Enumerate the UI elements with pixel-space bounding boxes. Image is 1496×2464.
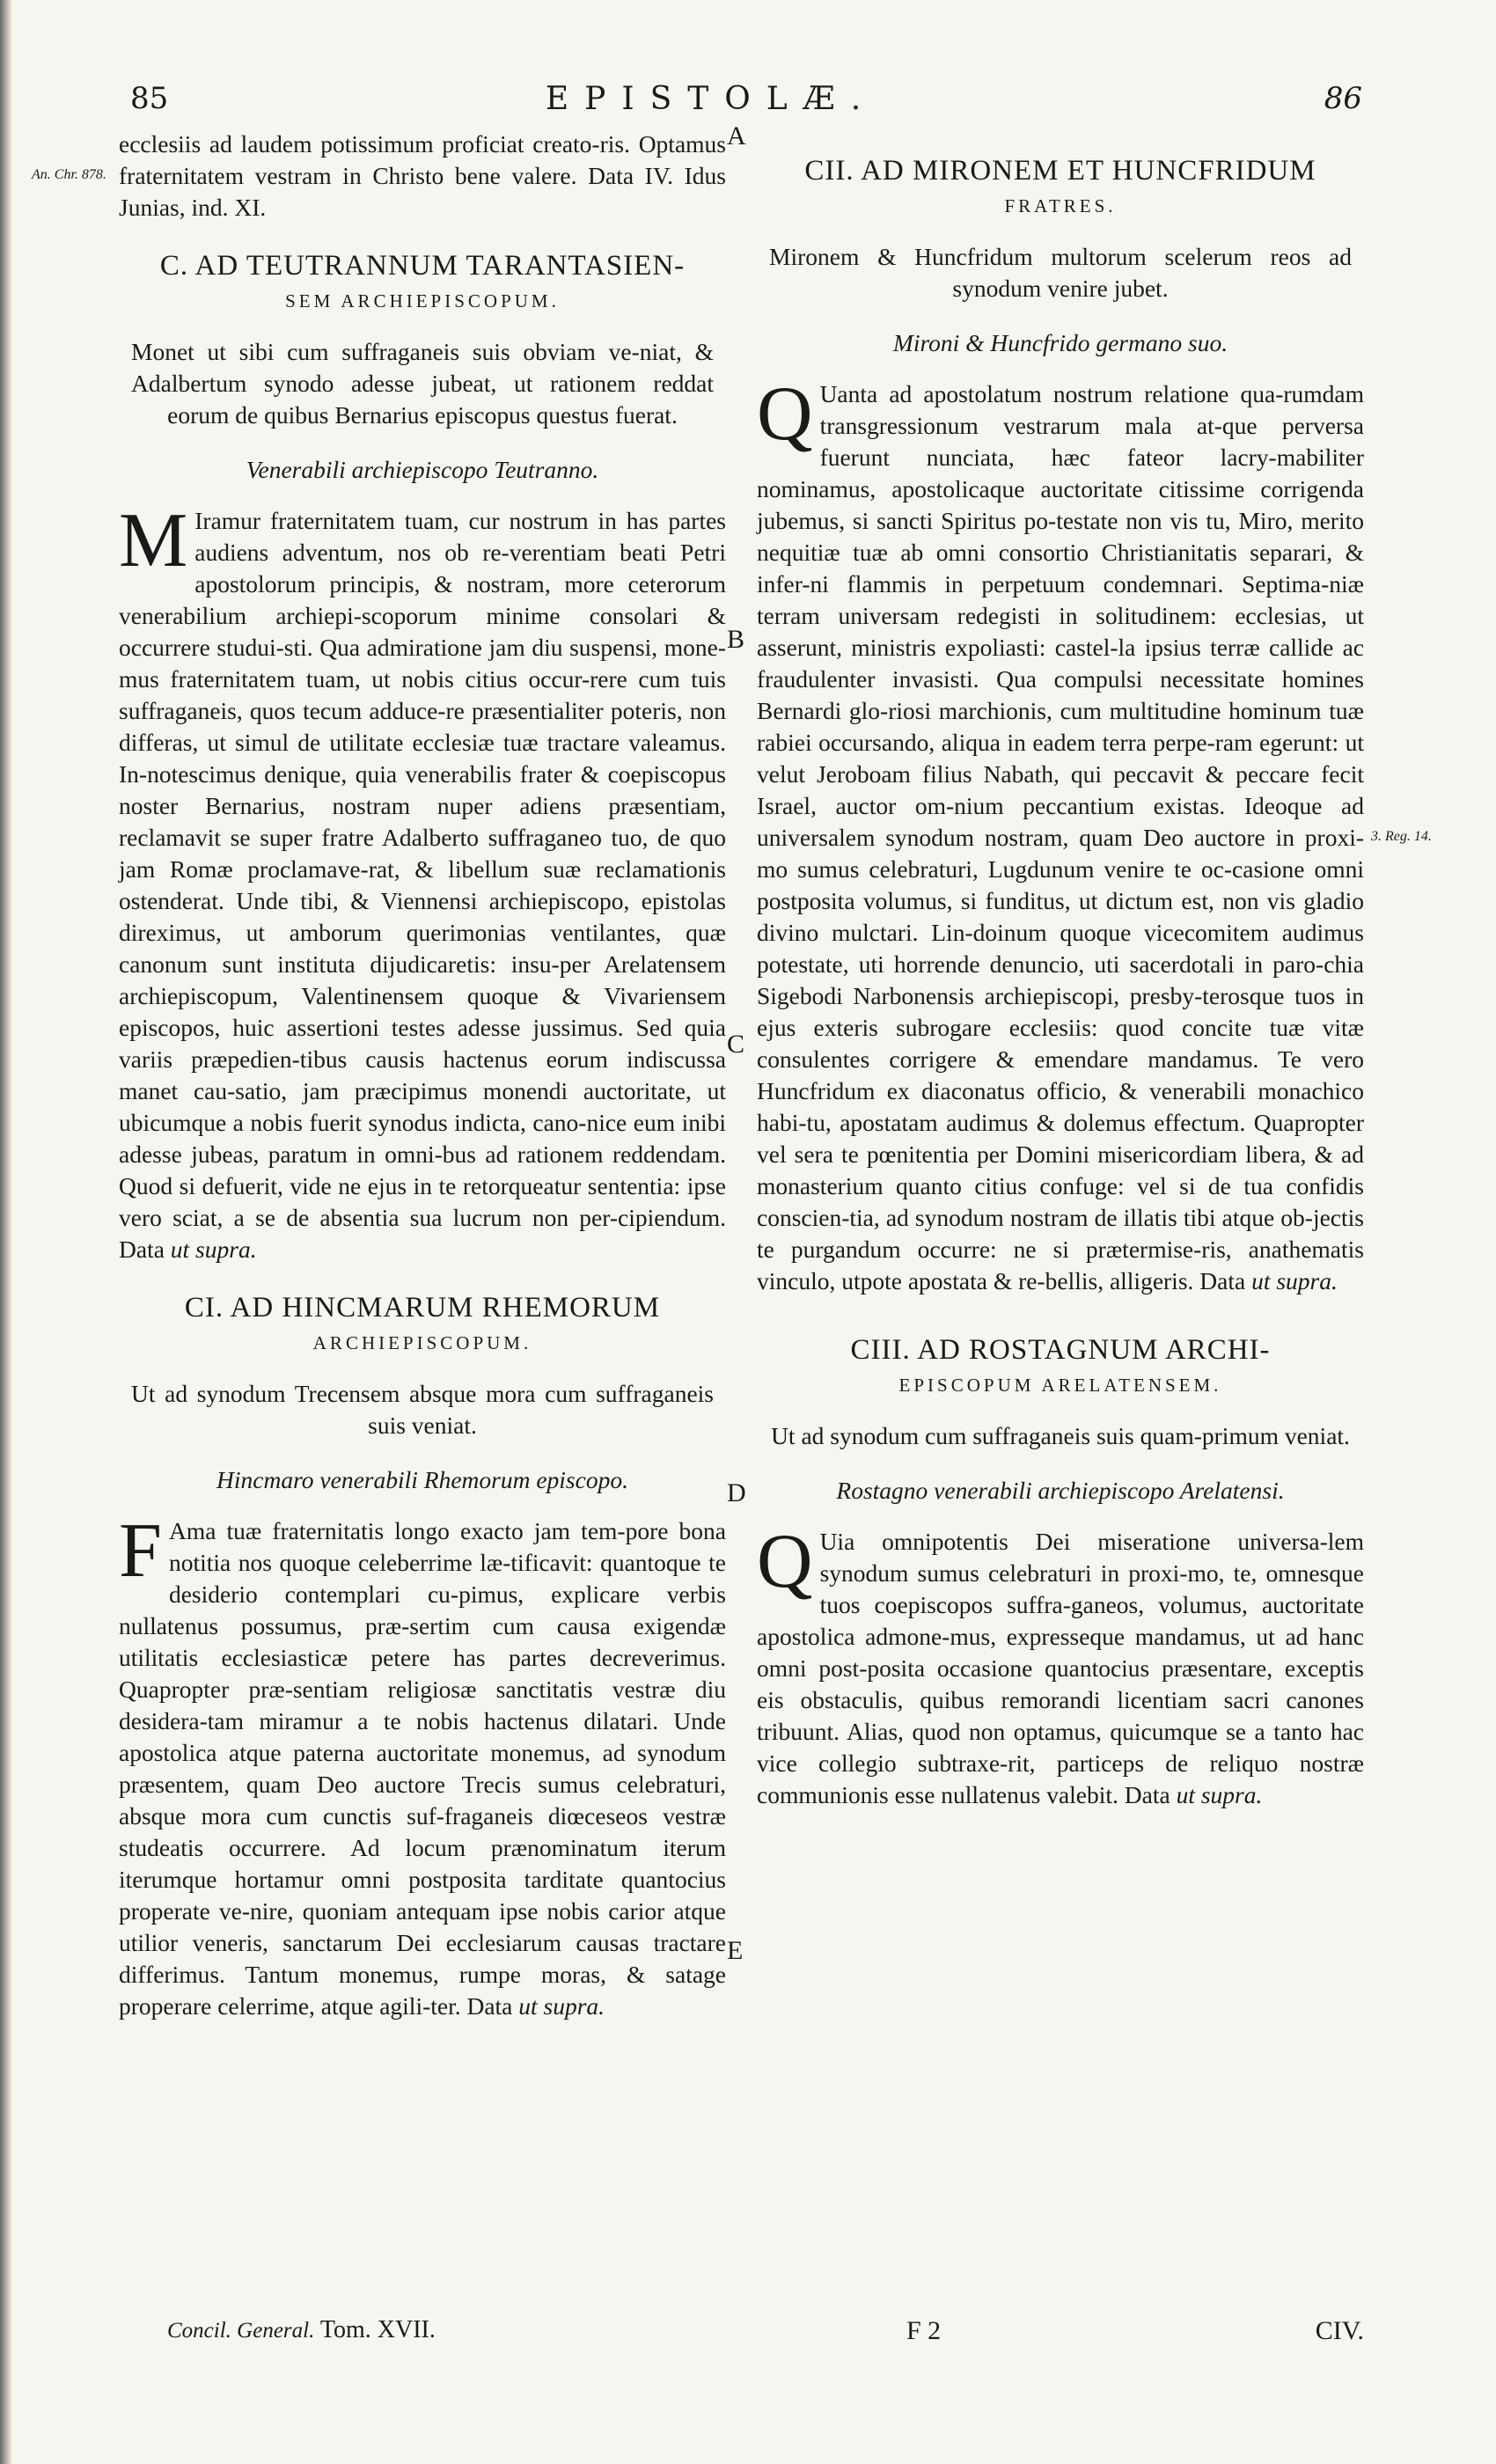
letter-ciii-salutation: Rostagno venerabili archiepiscopo Arelatensi. [836, 1477, 1285, 1504]
letter-cii-heading: CII. AD MIRONEM ET HUNCFRIDUM [804, 155, 1316, 187]
letter-cii-salutation: Mironi & Huncfrido germano suo. [892, 329, 1228, 356]
page-number-right: 86 [1324, 81, 1362, 116]
letter-c-text: Iramur fraternitatem tuam, cur nostrum in has partes audiens adventum, nos ob re-verentiam beati Petri apostolorum principis, & nostram, more ceterorum venerabilium archiepi-scoporum minime consolari & occurrere studui-sti. Qua admiratione jam diu suspensi, mone-mus fraternitatem tuam, ut nobis citius occur-rere cum tuis suffraganeis, quos tecum adduce-re præsentialiter poteris, non differas, ut simul de utilitate ecclesiæ tuæ tractare valeamus. In-notescimus denique, quia venerabilis frater & coepiscopus noster Bernarius, nostram nuper adiens præsentiam, reclamavit se super fratre Adalberto suffraganeo tuo, de quo jam Romæ proclamave-rat, & libellum suæ reclamationis ostenderat. Unde tibi, & Viennensi archiepiscopo, epistolas direximus, ut amborum querimonias ventilantes, quæ canonum sunt instituta dijudicaretis: insu-per Arelatensem archiepiscopum, Valentinensem quoque & Vivariensem episcopos, huic assertioni testes adesse jussimus. Sed quia variis præpedien-tibus causis hactenus eorum indiscussa manet cau-satio, jam præcipimus monendi auctoritate, ut ubicumque a nobis fuerit synodus indicta, cano-nice eum inibi adesse jubeas, paratum in omni-bus ad rationem reddendam. Quod si defuerit, vide ne ejus in te retorqueatur sententia: ipse vero sciat, a se de absentia sua lucrum non per-cipiendum. Data [119, 507, 726, 1263]
page-header [130, 81, 1362, 125]
margin-letter-b: B [727, 625, 745, 654]
margin-letter-d: D [727, 1478, 746, 1507]
letter-ciii [757, 1332, 1364, 1811]
page-number-left: 85 [130, 81, 169, 116]
letter-ci-dropcap: F [119, 1508, 162, 1594]
running-head: EPISTOLÆ. [545, 81, 877, 117]
signature-mark: F 2 [906, 2316, 942, 2345]
continuation-text: ecclesiis ad laudem potissimum proficiat creato-ris. Optamus fraternitatem vestram in Christo bene valere. Data IV. Idus Junias, ind. XI. [119, 130, 726, 221]
letter-c-body [119, 498, 726, 1265]
letter-cii [757, 153, 1364, 1297]
letter-cii-summary: Mironem & Huncfridum multorum scelerum reos ad synodum venire jubet. [769, 243, 1352, 302]
letter-ciii-summary: Ut ad synodum cum suffraganeis suis quam-primum veniat. [771, 1422, 1350, 1449]
letter-ciii-heading: CIII. AD ROSTAGNUM ARCHI- [850, 1334, 1271, 1366]
letter-ci-summary: Ut ad synodum Trecensem absque mora cum suffraganeis suis veniat. [131, 1380, 714, 1439]
letter-ciii-subheading: EPISCOPUM ARELATENSEM. [898, 1375, 1222, 1396]
letter-ciii-dropcap: Q [757, 1519, 813, 1604]
letter-ciii-body [757, 1519, 1364, 1811]
page-footer [167, 2316, 1364, 2351]
letter-ci-text: Ama tuæ fraternitatis longo exacto jam tem-pore bona notitia nos quoque celeberrime læ-tificavit: quantoque te desiderio contemplari cu-pimus, explicare verbis nullatenus possumus, præ-sertim cum causa exigendæ utilitatis ecclesiasticæ petere has partes decreverimus. Quapropter præ-sentiam religiosæ sanctitatis vestræ diu desidera-tam miramur a te nobis hactenus dilatari. Unde apostolica atque paterna auctoritate monemus, ad synodum præsentem, quam Deo auctore Trecis sumus celebraturi, absque mora cum cunctis suf-fraganeis diœceseos vestræ studeatis occurrere. Ad locum prænominatum iterum iterumque hortamur omni postposita tarditate quantocius properate ve-nire, quoniam antequam ipse nobis carior atque utilior veneris, sanctarum Dei ecclesiarum causas tractare differimus. Tantum monemus, rumpe moras, & satage properare celerrime, atque agili-ter. Data [119, 1517, 726, 2020]
margin-letter-e: E [727, 1936, 744, 1965]
margin-letter-a: A [727, 121, 746, 150]
footer-citation-volume: Tom. XVII. [319, 2316, 436, 2343]
letter-ciii-text: Uia omnipotentis Dei miseratione universa-lem synodum sumus celebraturi in proxi-mo, te, omnesque tuos coepiscopos suffra-ganeos, volumus, auctoritate apostolica admone-mus, expresseque mandamus, ut ad hanc omni post-posita occasione quantocius præsentare, exceptis eis obstaculis, quibus remorandi licentiam sacri canones tribuunt. Alias, quod non optamus, quicumque se a tanto hac vice collegio subtraxe-rit, particeps de reliquo nostræ communionis esse nullatenus valebit. Data [757, 1528, 1364, 1808]
left-column [119, 128, 726, 2022]
letter-ciii-ending: ut supra. [1176, 1781, 1263, 1808]
letter-ci-body [119, 1508, 726, 2022]
catchword: CIV. [1315, 2316, 1364, 2345]
letter-cii-subheading: FRATRES. [1004, 195, 1117, 216]
margin-year-note: An. Chr. 878. [32, 167, 106, 182]
margin-letter-c: C [727, 1030, 745, 1059]
letter-cii-dropcap: Q [757, 371, 813, 457]
letter-c-salutation: Venerabili archiepiscopo Teutranno. [246, 456, 599, 483]
letter-ci-heading: CI. AD HINCMARUM RHEMORUM [184, 1292, 661, 1324]
letter-c-dropcap: M [119, 498, 188, 583]
letter-ci-ending: ut supra. [518, 1992, 605, 2020]
letter-ci [119, 1290, 726, 2022]
letter-c-ending: ut supra. [170, 1236, 257, 1263]
letter-c-summary: Monet ut sibi cum suffraganeis suis obviam ve-niat, & Adalbertum synodo adesse jubeat, ut rationem reddat eorum de quibus Bernarius episcopus questus fuerat. [131, 338, 714, 429]
letter-cii-ending: ut supra. [1251, 1267, 1338, 1294]
letter-c [119, 248, 726, 1265]
letter-ci-salutation: Hincmaro venerabili Rhemorum episcopo. [216, 1466, 628, 1493]
letter-cii-text: Uanta ad apostolatum nostrum relatione qua-rumdam transgressionum vestrarum mala at-que perversa fuerunt nunciata, hæc fateor lacry-mabiliter nominamus, apostolicaque auctoritate citissime corrigenda jubemus, si sancti Spiritus po-testate non vis tu, Miro, merito nequitiæ tuæ ab omni consortio Christianitatis separari, & infer-ni flammis in perpetuum condemnari. Septima-niæ terram universam redegisti in solitudinem: ecclesias, ut asserunt, ministris expoliasti: castel-la ipsius terræ callide ac fraudulenter invasisti. Qua compulsi necessitate homines Bernardi glo-riosi marchionis, cum multitudine hominum tuæ rabiei occursando, aliqua in eadem terra perpe-ram egerunt: ut velut Jeroboam filius Nabath, qui peccavit & peccare fecit Israel, auctor om-nium peccantium existas. Ideoque ad universalem synodum nostram, quam Deo auctore in proxi-mo sumus celebraturi, Lugdunum venire te oc-casione omni postposita volumus, si funditus, ut dictum est, non vis gladio divino mulctari. Lin-doinum quoque vicecomitem audimus potestate, uti horrende denuncio, uti sacerdotali in paro-chia Sigebodi Narbonensis archiepiscopi, presby-terosque tuos in ejus exteris subrogare ecclesiis: quod concite tuæ vitæ consulentes corrigere & emendare mandamus. Te vero Huncfridum ex diaconatus officio, & venerabili monachico habi-tu, apostatam audimus & dolemus effectum. Quapropter vel sera te pœnitentia per Domini misericordiam libera, & ad monasterium quanto citius confuge: vel si de tua confidis conscien-tia, ad synodum nostram de illatis tibi atque ob-jectis te purgandum occurre: ne si prætermise-ris, anathematis vinculo, utpote apostata & re-bellis, alligeris. Data [757, 380, 1364, 1294]
letter-ci-subheading: ARCHIEPISCOPUM. [312, 1332, 532, 1353]
margin-reference-note: 3. Reg. 14. [1371, 829, 1432, 844]
letter-c-subheading: SEM ARCHIEPISCOPUM. [285, 290, 560, 312]
footer-citation [167, 2316, 436, 2344]
footer-citation-prefix: Concil. General. [167, 2319, 315, 2343]
letter-c-heading: C. AD TEUTRANNUM TARANTASIEN- [159, 250, 686, 282]
letter-cii-body [757, 371, 1364, 1297]
binding-shadow [0, 0, 12, 2464]
right-column [757, 128, 1364, 1811]
